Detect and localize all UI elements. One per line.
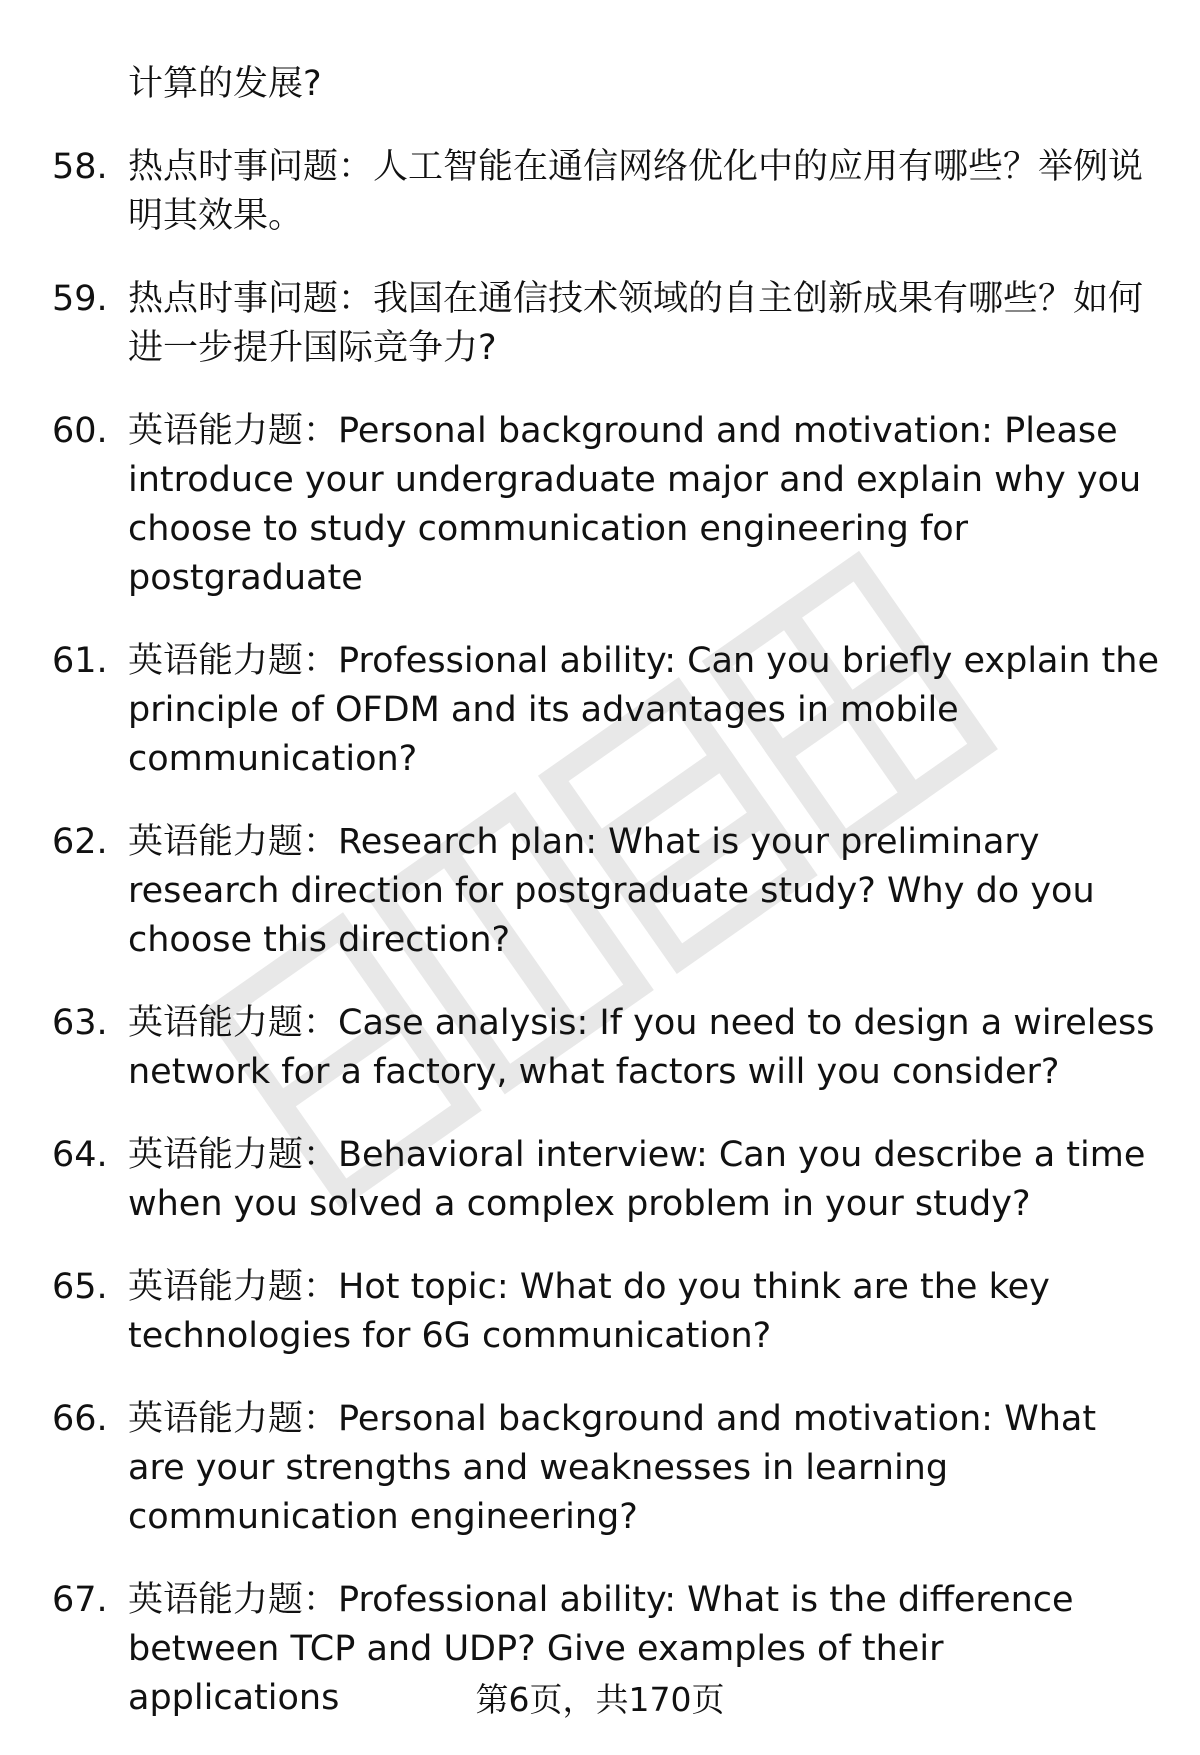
item-text: 英语能力题：Personal background and motivation: Please introduce your undergraduate major and explain why you choose to study communication engineering for postgraduate [128,411,1142,598]
list-item [52,143,1162,241]
item-text: 英语能力题：Behavioral interview: Can you describe a time when you solved a complex problem in your study? [128,1135,1146,1224]
item-number: 61. [52,641,108,681]
item-number: 63. [52,1003,108,1043]
item-number: 62. [52,822,108,862]
item-number: 60. [52,411,108,451]
item-text: 英语能力题：Hot topic: What do you think are the key technologies for 6G communication? [128,1267,1050,1356]
list-item [52,818,1162,965]
question-list [52,60,1162,1723]
item-text: 热点时事问题：我国在通信技术领域的自主创新成果有哪些？如何进一步提升国际竞争力? [128,279,1144,368]
item-number: 64. [52,1135,108,1175]
item-text: 英语能力题：Professional ability: Can you briefly explain the principle of OFDM and its advantages in mobile communication? [128,641,1159,779]
item-text: 英语能力题：Case analysis: If you need to design a wireless network for a factory, what factors will you consider? [128,1003,1155,1092]
continuation-text: 计算的发展? [128,64,322,104]
item-text: 热点时事问题：人工智能在通信网络优化中的应用有哪些？举例说明其效果。 [128,147,1144,236]
list-item [52,407,1162,603]
list-item [52,275,1162,373]
item-number: 65. [52,1267,108,1307]
item-number: 67. [52,1580,108,1620]
item-number: 66. [52,1399,108,1439]
list-item [52,1263,1162,1361]
item-number: 59. [52,279,108,319]
list-item [52,637,1162,784]
page-footer: 第6页，共170页 [475,1680,725,1719]
list-item [52,999,1162,1097]
item-number: 58. [52,147,108,187]
item-text: 英语能力题：Personal background and motivation: What are your strengths and weaknesses in learning communication engineering? [128,1399,1097,1537]
item-text: 英语能力题：Professional ability: What is the difference between TCP and UDP? Give examples of their applications [128,1580,1074,1718]
item-text: 英语能力题：Research plan: What is your preliminary research direction for postgraduate study? Why do you choose this direction? [128,822,1095,960]
list-item [52,1131,1162,1229]
list-item [52,1395,1162,1542]
